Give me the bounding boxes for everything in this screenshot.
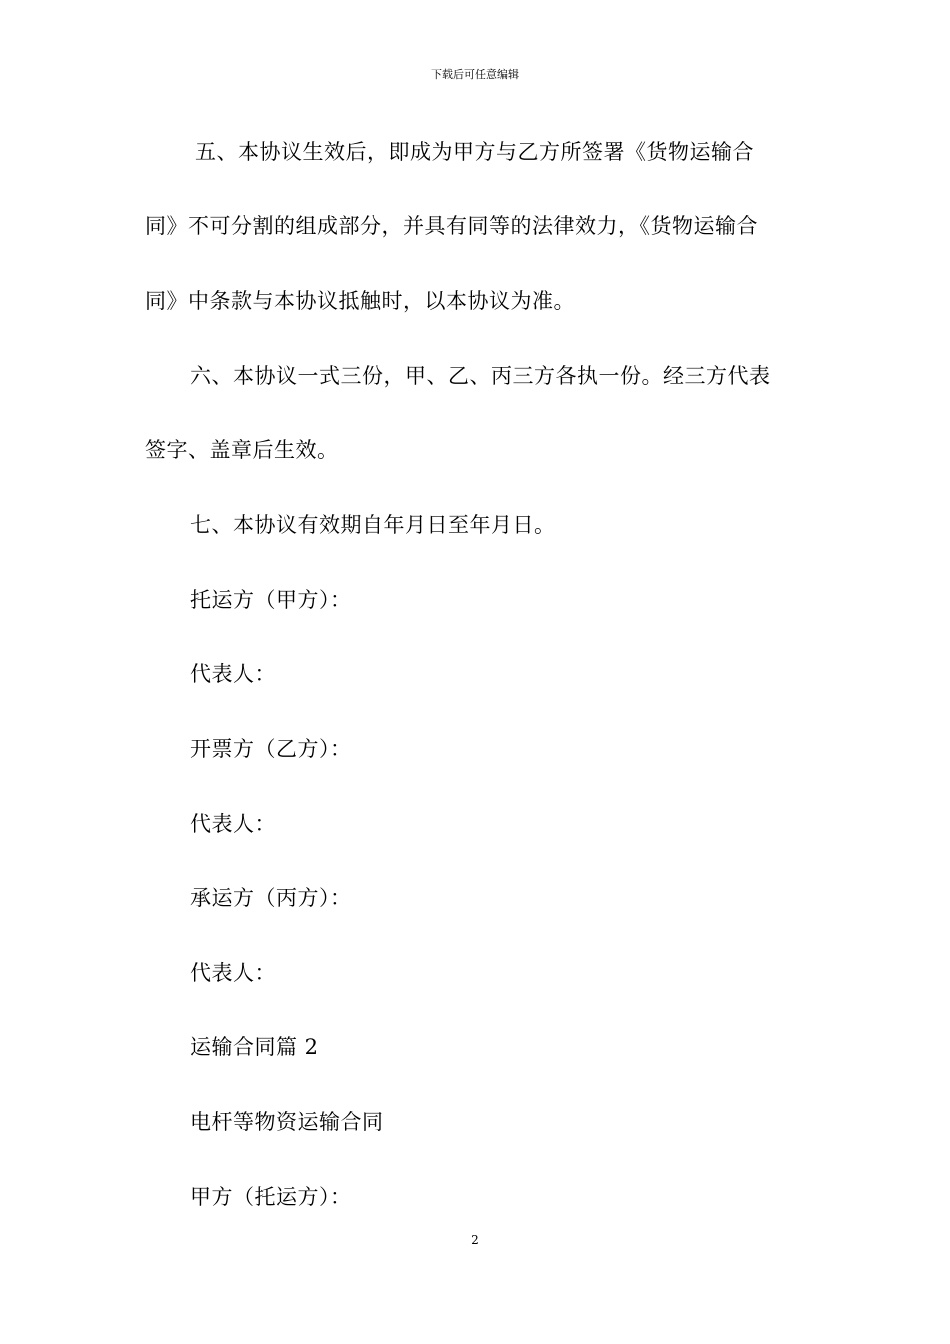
clause-6-line-2: 签字、盖章后生效。: [145, 438, 339, 462]
contract-title: 电杆等物资运输合同: [190, 1110, 384, 1134]
carrier-party-c-label: 承运方（丙方）：: [190, 886, 352, 910]
section-title-contract-2: 运输合同篇 2: [190, 1035, 319, 1059]
invoicer-party-b-label: 开票方（乙方）：: [190, 737, 352, 761]
shipper-party-a-label: 托运方（甲方）：: [190, 588, 352, 612]
clause-6-line-1: 六、本协议一式三份，甲、乙、丙三方各执一份。经三方代表: [190, 364, 771, 388]
representative-c-label: 代表人：: [190, 961, 276, 985]
clause-5-line-1: 五、本协议生效后，即成为甲方与乙方所签署《货物运输合: [195, 140, 754, 164]
representative-a-label: 代表人：: [190, 662, 276, 686]
page-number: 2: [471, 1233, 479, 1247]
page-header: 下载后可任意编辑: [431, 68, 519, 81]
party-a-shipper-label: 甲方（托运方）：: [190, 1185, 352, 1209]
representative-b-label: 代表人：: [190, 812, 276, 836]
clause-7: 七、本协议有效期自年月日至年月日。: [190, 513, 556, 537]
clause-5-line-3: 同》中条款与本协议抵触时，以本协议为准。: [145, 289, 575, 313]
clause-5-line-2: 同》不可分割的组成部分，并具有同等的法律效力，《货物运输合: [145, 214, 758, 238]
